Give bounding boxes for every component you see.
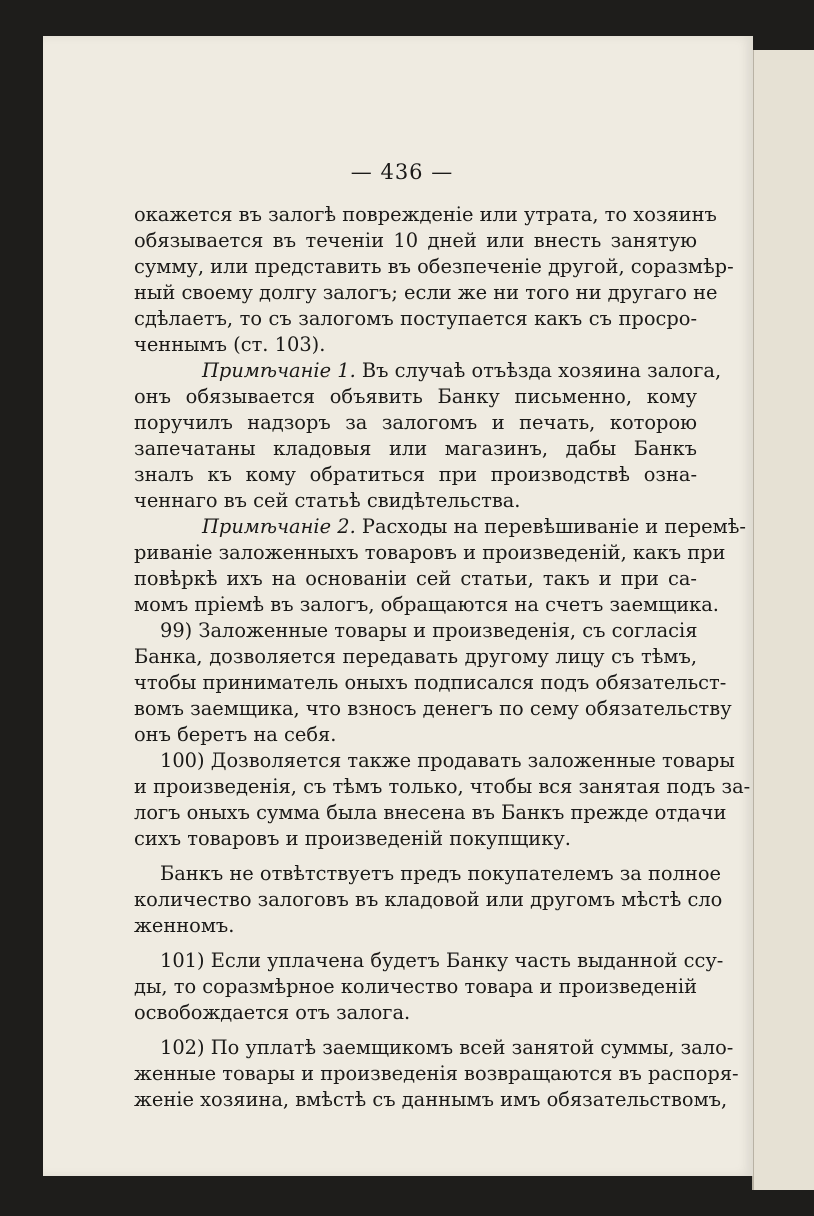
text-line: ный своему долгу залогъ; если же ни того ни другаго не [134, 281, 718, 304]
text-line: момъ пріемѣ въ залогъ, обращаются на счетъ заемщика. [134, 593, 719, 616]
text-line: онъ обязывается объявить Банку письменно, кому [134, 385, 697, 408]
paragraph-continuation [134, 202, 734, 358]
text-line: Банка, дозволяется передавать другому лицу съ тѣмъ, [134, 645, 697, 668]
text-line: чтобы приниматель оныхъ подписался подъ обязательст- [134, 671, 727, 694]
text-line: онъ беретъ на себя. [134, 723, 337, 746]
text-line: женіе хозяина, вмѣстѣ съ даннымъ имъ обязательствомъ, [134, 1088, 728, 1111]
text-line: и произведенія, съ тѣмъ только, чтобы вся занятая подъ за- [134, 775, 751, 798]
text-line: повѣркѣ ихъ на основаніи сей статьи, такъ и при са- [134, 567, 697, 590]
text-line: Банкъ не отвѣтствуетъ предъ покупателемъ за полное [160, 862, 722, 885]
note-first-line [134, 358, 722, 384]
text-line: 100) Дозволяется также продавать заложенные товары [160, 749, 735, 772]
text-line: сумму, или представить въ обезпеченіе другой, соразмѣр- [134, 255, 734, 278]
note-label: Примѣчаніе 2. [202, 515, 356, 538]
article-101 [134, 948, 724, 1026]
text-line: риваніе заложенныхъ товаровъ и произведеній, какъ при [134, 541, 726, 564]
text-line: количество залоговъ въ кладовой или другомъ мѣстѣ сло [134, 888, 723, 911]
bank-liability-paragraph [134, 861, 723, 939]
article-102 [134, 1035, 739, 1113]
text-line: поручилъ надзоръ за залогомъ и печать, которою [134, 411, 697, 434]
note-first-line [134, 514, 746, 540]
text-line: ченнымъ (ст. 103). [134, 333, 326, 356]
text-line: зналъ къ кому обратиться при производствѣ озна- [134, 463, 697, 486]
page-number: — 436 — [350, 160, 454, 184]
note-1 [134, 358, 722, 514]
text-line: логъ оныхъ сумма была внесена въ Банкъ прежде отдачи [134, 801, 727, 824]
text-line: освобождается отъ залога. [134, 1001, 411, 1024]
text-line: ды, то соразмѣрное количество товара и произведеній [134, 975, 697, 998]
text-line: вомъ заемщика, что взносъ денегъ по сему обязательству [134, 697, 732, 720]
text-line: сдѣлаетъ, то съ залогомъ поступается какъ съ просро- [134, 307, 697, 330]
text-line: обязывается въ теченіи 10 дней или внесть занятую [134, 229, 697, 252]
text-line: 99) Заложенные товары и произведенія, съ согласія [160, 619, 698, 642]
page-text [134, 202, 751, 1113]
text-line: запечатаны кладовыя или магазинъ, дабы Банкъ [134, 437, 697, 460]
text-line: 101) Если уплачена будетъ Банку часть выданной ссу- [160, 949, 724, 972]
article-99 [134, 618, 732, 748]
note-2 [134, 514, 746, 618]
text-line: сихъ товаровъ и произведеній покупщику. [134, 827, 571, 850]
text-line: женные товары и произведенія возвращаются въ распоря- [134, 1062, 739, 1085]
text-line: Расходы на перевѣшиваніе и перемѣ- [361, 515, 746, 538]
adjacent-page-edge [752, 50, 814, 1190]
article-100 [134, 748, 751, 852]
text-line: Въ случаѣ отъѣзда хозяина залога, [361, 359, 722, 382]
text-line: женномъ. [134, 914, 235, 937]
text-line: окажется въ залогѣ поврежденіе или утрата, то хозяинъ [134, 203, 717, 226]
note-label: Примѣчаніе 1. [202, 359, 356, 382]
text-line: ченнаго въ сей статьѣ свидѣтельства. [134, 489, 521, 512]
text-line: 102) По уплатѣ заемщикомъ всей занятой суммы, зало- [160, 1036, 734, 1059]
